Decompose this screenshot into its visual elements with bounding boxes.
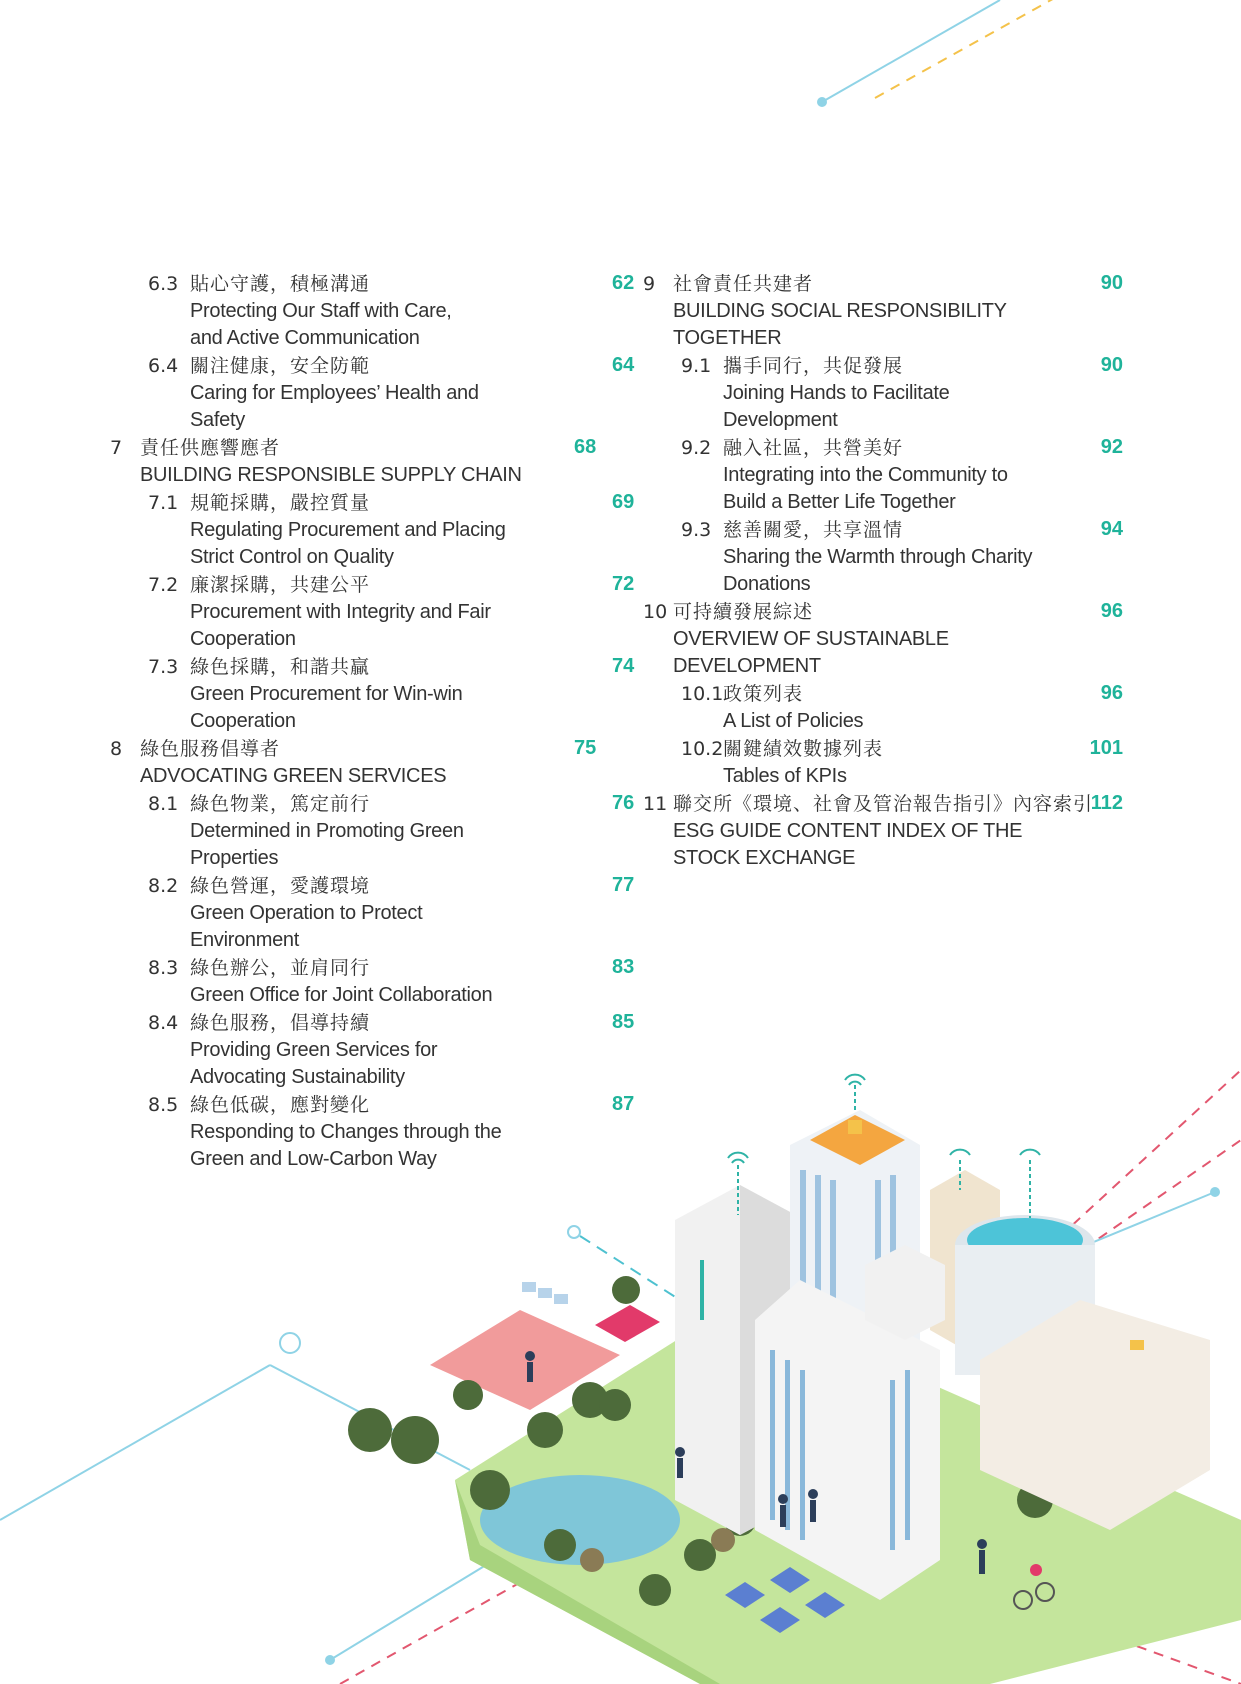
section-number: 6.3 bbox=[148, 273, 179, 295]
section-title-zh: 廉潔採購，共建公平 bbox=[190, 574, 371, 596]
section-number: 7 bbox=[110, 437, 123, 459]
section-number: 6.4 bbox=[148, 355, 179, 377]
section-title-en: Caring for Employees’ Health and bbox=[190, 382, 479, 404]
page-number[interactable]: 92 bbox=[1100, 436, 1123, 458]
section-title-en: Strict Control on Quality bbox=[190, 546, 394, 568]
section-number: 9.2 bbox=[681, 437, 712, 459]
section-title-en: Advocating Sustainability bbox=[190, 1066, 405, 1088]
section-title-en: Determined in Promoting Green bbox=[190, 820, 464, 842]
page-number[interactable]: 101 bbox=[1089, 737, 1123, 759]
page-number[interactable]: 90 bbox=[1100, 354, 1123, 376]
toc-entry[interactable] bbox=[681, 516, 1123, 598]
page-number[interactable]: 85 bbox=[612, 1011, 635, 1033]
page-number[interactable]: 74 bbox=[612, 655, 635, 677]
toc-entry[interactable] bbox=[148, 489, 635, 571]
section-title-zh: 關注健康，安全防範 bbox=[190, 355, 371, 377]
toc-entry[interactable] bbox=[681, 735, 1123, 790]
section-title-en: Green Office for Joint Collaboration bbox=[190, 984, 493, 1006]
section-number: 8 bbox=[110, 738, 123, 760]
section-number: 8.2 bbox=[148, 875, 179, 897]
section-title-en: Integrating into the Community to bbox=[723, 464, 1008, 486]
section-title-en: Procurement with Integrity and Fair bbox=[190, 601, 491, 623]
toc-entry[interactable] bbox=[148, 1009, 635, 1091]
toc-entry[interactable] bbox=[148, 653, 635, 735]
toc-left-column bbox=[110, 270, 635, 1173]
toc-entry[interactable] bbox=[110, 434, 600, 489]
section-title-zh: 綠色物業，篤定前行 bbox=[190, 793, 371, 815]
section-title-zh: 聯交所《環境、社會及管治報告指引》內容索引 bbox=[673, 793, 1094, 815]
page-number[interactable]: 64 bbox=[612, 354, 635, 376]
page-number[interactable]: 72 bbox=[612, 573, 635, 595]
toc-entry[interactable] bbox=[643, 270, 1123, 352]
section-title-en: Tables of KPIs bbox=[723, 765, 847, 787]
section-title-zh: 規範採購，嚴控質量 bbox=[190, 492, 371, 514]
section-title-en: Cooperation bbox=[190, 628, 296, 650]
section-title-en: Green Operation to Protect bbox=[190, 902, 423, 924]
section-title-en: ADVOCATING GREEN SERVICES bbox=[140, 765, 447, 787]
section-title-zh: 慈善關愛，共享溫情 bbox=[723, 519, 904, 541]
section-number: 10.1 bbox=[681, 683, 724, 705]
section-title-en: Green Procurement for Win-win bbox=[190, 683, 463, 705]
section-number: 10.2 bbox=[681, 738, 724, 760]
section-title-en: Environment bbox=[190, 929, 299, 951]
section-number: 7.1 bbox=[148, 492, 179, 514]
section-number: 9.3 bbox=[681, 519, 712, 541]
section-title-zh: 綠色辦公，並肩同行 bbox=[190, 957, 371, 979]
section-title-en: ESG GUIDE CONTENT INDEX OF THE bbox=[673, 820, 1023, 842]
section-title-en: Build a Better Life Together bbox=[723, 491, 956, 513]
page-number[interactable]: 90 bbox=[1100, 272, 1123, 294]
section-title-zh: 貼心守護，積極溝通 bbox=[190, 273, 371, 295]
section-title-en: OVERVIEW OF SUSTAINABLE bbox=[673, 628, 949, 650]
section-title-zh: 責任供應響應者 bbox=[140, 437, 281, 459]
section-title-zh: 可持續發展綜述 bbox=[673, 601, 814, 623]
toc-entry[interactable] bbox=[148, 352, 635, 434]
section-title-zh: 綠色低碳，應對變化 bbox=[190, 1094, 371, 1116]
section-number: 8.3 bbox=[148, 957, 179, 979]
section-title-en: Regulating Procurement and Placing bbox=[190, 519, 506, 541]
toc-entry[interactable] bbox=[148, 571, 635, 653]
section-title-zh: 融入社區，共營美好 bbox=[723, 437, 904, 459]
section-title-zh: 政策列表 bbox=[723, 683, 804, 705]
section-title-en: Responding to Changes through the bbox=[190, 1121, 502, 1143]
toc-entry[interactable] bbox=[643, 598, 1123, 680]
section-title-en: BUILDING SOCIAL RESPONSIBILITY bbox=[673, 300, 1007, 322]
page-number[interactable]: 83 bbox=[612, 956, 635, 978]
page-number[interactable]: 112 bbox=[1090, 792, 1123, 814]
section-title-en: Development bbox=[723, 409, 838, 431]
section-title-en: Joining Hands to Facilitate bbox=[723, 382, 950, 404]
section-title-en: Properties bbox=[190, 847, 279, 869]
toc-entry[interactable] bbox=[110, 735, 600, 790]
page-number[interactable]: 75 bbox=[574, 737, 597, 759]
page-number[interactable]: 96 bbox=[1100, 682, 1123, 704]
section-number: 7.3 bbox=[148, 656, 179, 678]
page-number[interactable]: 87 bbox=[612, 1093, 635, 1115]
page-number[interactable]: 68 bbox=[574, 436, 597, 458]
page-number[interactable]: 77 bbox=[612, 874, 635, 896]
section-title-en: Safety bbox=[190, 409, 245, 431]
section-number: 10 bbox=[643, 601, 668, 623]
section-title-en: Cooperation bbox=[190, 710, 296, 732]
section-title-zh: 綠色營運，愛護環境 bbox=[190, 875, 371, 897]
section-title-en: Protecting Our Staff with Care, bbox=[190, 300, 452, 322]
section-title-en: DEVELOPMENT bbox=[673, 655, 821, 677]
section-title-zh: 攜手同行，共促發展 bbox=[723, 355, 904, 377]
section-title-zh: 綠色服務倡導者 bbox=[140, 738, 281, 760]
section-title-en: and Active Communication bbox=[190, 327, 420, 349]
section-title-en: TOGETHER bbox=[673, 327, 782, 349]
section-title-en: BUILDING RESPONSIBLE SUPPLY CHAIN bbox=[140, 464, 522, 486]
section-number: 9.1 bbox=[681, 355, 712, 377]
toc-right-column bbox=[643, 270, 1123, 872]
page-number[interactable]: 76 bbox=[612, 792, 635, 814]
page-number[interactable]: 62 bbox=[612, 272, 635, 294]
section-title-zh: 綠色服務，倡導持續 bbox=[190, 1012, 371, 1034]
page-number[interactable]: 69 bbox=[612, 491, 635, 513]
section-title-en: Donations bbox=[723, 573, 811, 595]
section-title-zh: 社會責任共建者 bbox=[673, 273, 814, 295]
page-number[interactable]: 96 bbox=[1100, 600, 1123, 622]
section-number: 8.4 bbox=[148, 1012, 179, 1034]
section-number: 8.5 bbox=[148, 1094, 179, 1116]
toc-entry[interactable] bbox=[148, 1091, 635, 1173]
section-title-en: Green and Low-Carbon Way bbox=[190, 1148, 437, 1170]
toc-entry[interactable] bbox=[643, 790, 1123, 872]
toc-entry[interactable] bbox=[148, 954, 635, 1009]
page-number[interactable]: 94 bbox=[1100, 518, 1123, 540]
toc-entry[interactable] bbox=[681, 352, 1123, 434]
toc-entry[interactable] bbox=[148, 270, 635, 352]
section-title-zh: 綠色採購，和諧共贏 bbox=[190, 656, 371, 678]
section-title-en: A List of Policies bbox=[723, 710, 864, 732]
toc-entry[interactable] bbox=[148, 872, 635, 954]
section-number: 8.1 bbox=[148, 793, 179, 815]
section-number: 11 bbox=[643, 793, 668, 815]
toc-entry[interactable] bbox=[681, 680, 1123, 735]
section-title-en: STOCK EXCHANGE bbox=[673, 847, 856, 869]
section-number: 7.2 bbox=[148, 574, 179, 596]
section-title-zh: 關鍵績效數據列表 bbox=[723, 738, 884, 760]
section-number: 9 bbox=[643, 273, 656, 295]
section-title-en: Sharing the Warmth through Charity bbox=[723, 546, 1033, 568]
toc-entry[interactable] bbox=[681, 434, 1123, 516]
section-title-en: Providing Green Services for bbox=[190, 1039, 438, 1061]
toc-entry[interactable] bbox=[148, 790, 635, 872]
